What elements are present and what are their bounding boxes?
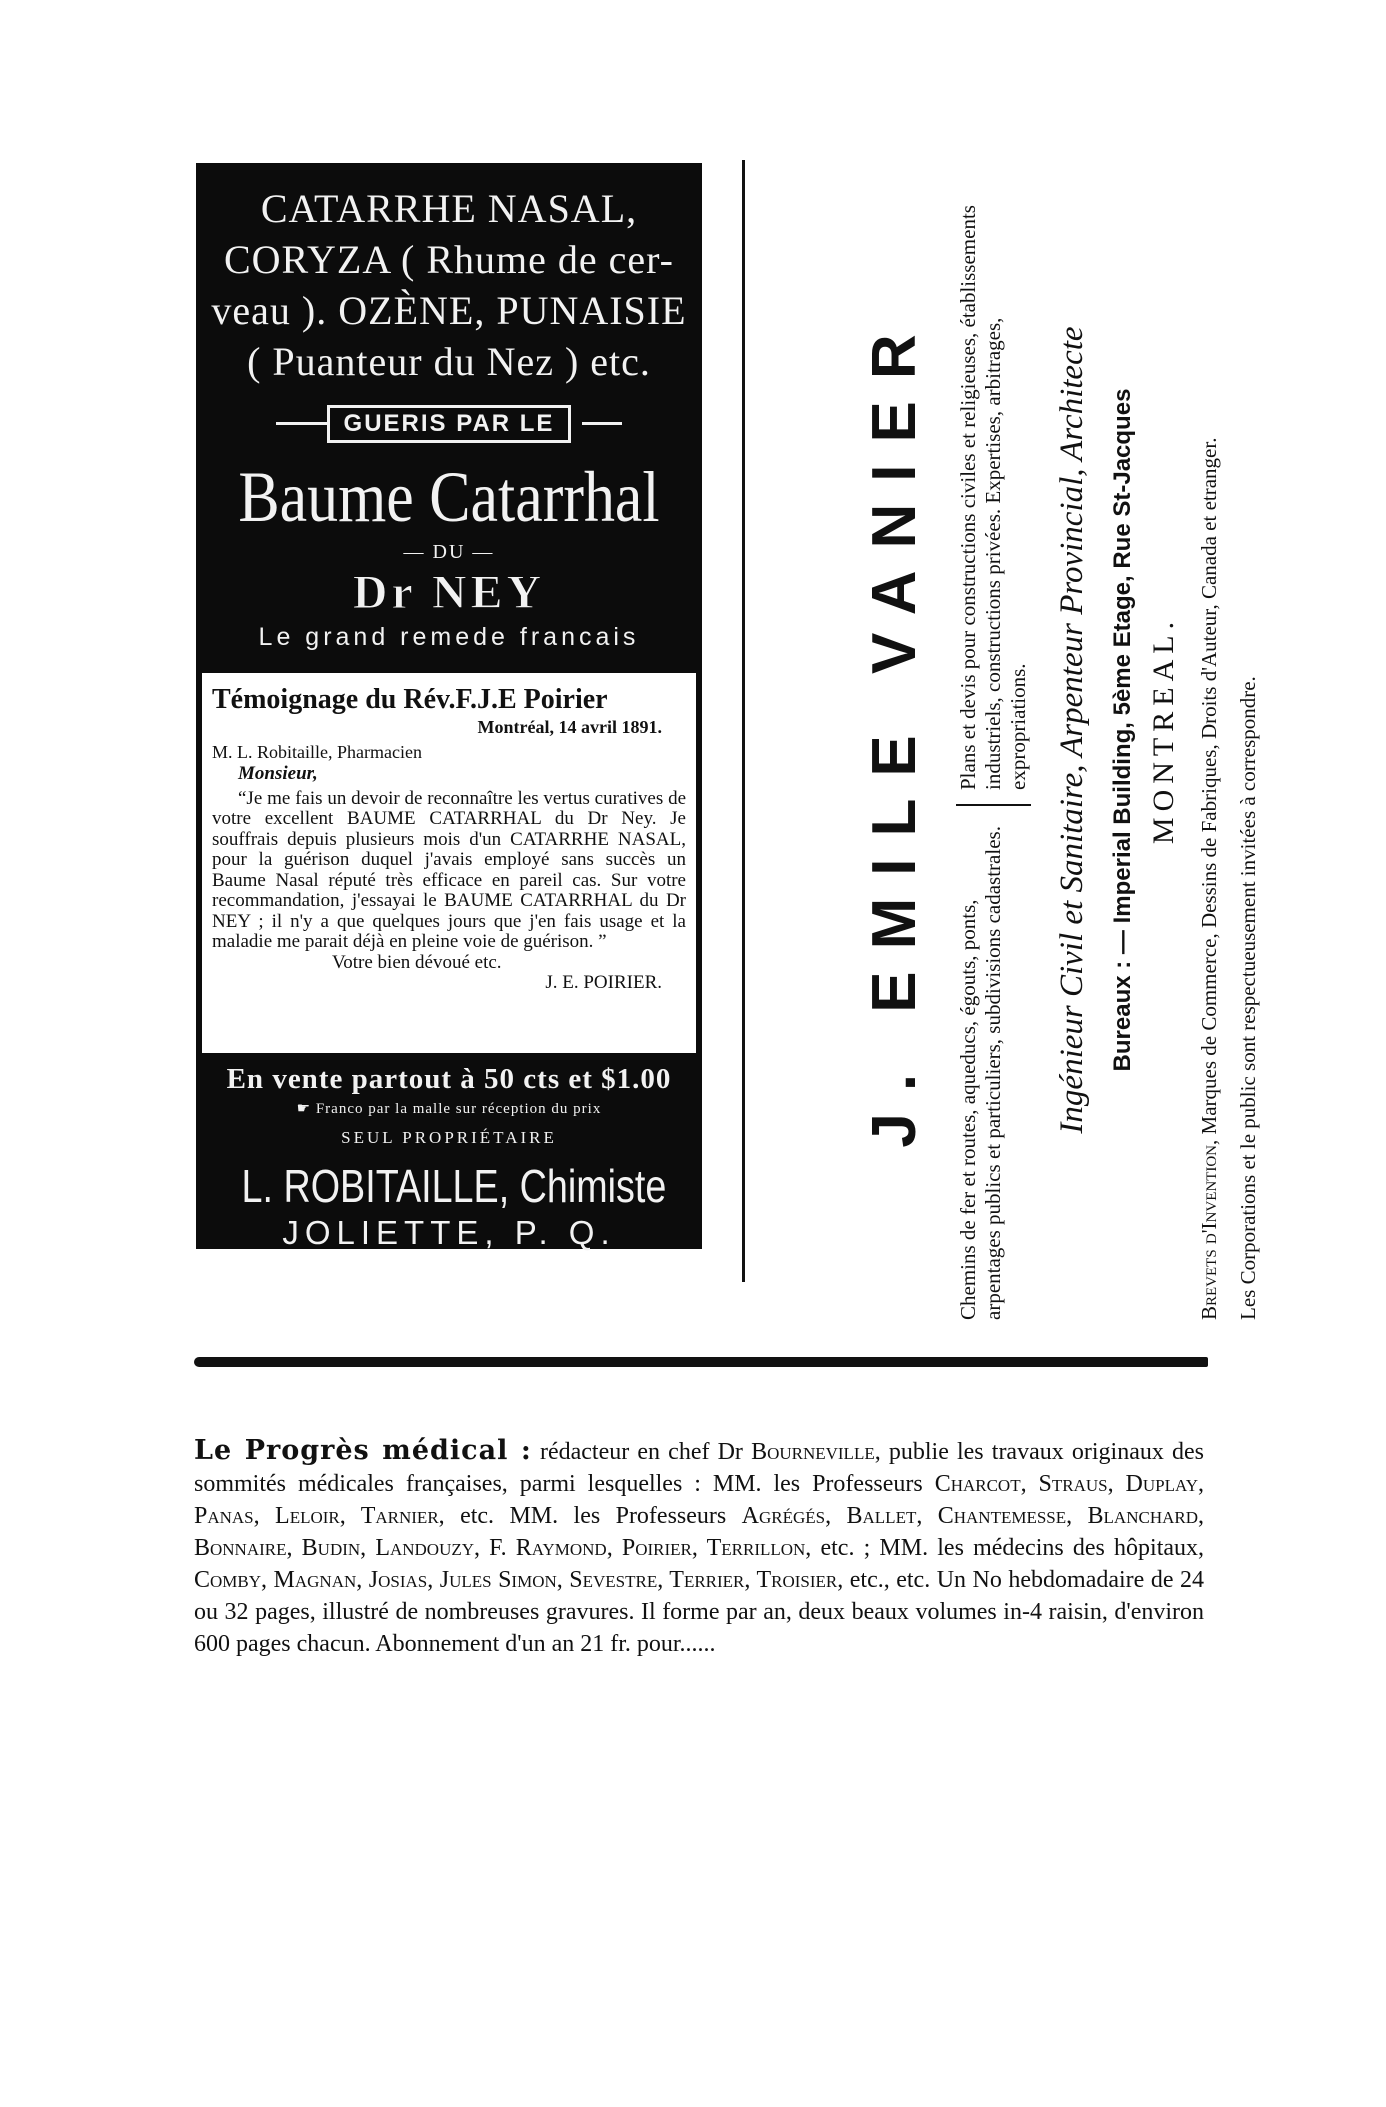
pointing-hand-icon: ☛ [296, 1101, 316, 1117]
column-divider [742, 160, 745, 1282]
progres-hospital-doctors: Comby, Magnan, Josias, Jules Simon, Sevestre, Terrier, Troisier, [194, 1567, 844, 1593]
ad-title-line: CORYZA ( Rhume de cer- [223, 237, 674, 282]
progres-title: Le Progrès médical : [194, 1435, 532, 1466]
ad-testimony-box [202, 673, 696, 1053]
progres-professors: Charcot, Straus, Duplay, Panas, Leloir, Tarnier, [194, 1471, 1204, 1529]
testimony-body: “Je me fais un devoir de reconnaître les vertus curatives de votre excellent BAUME CATARRHAL du Dr Ney. Je souffrais depuis plusieurs mois d'un CATARRHE NASAL, pour la guérison duquel j'avais employé sans succès un Baume Nasal réputé très efficace en pareil cas. Sur votre recommandation, j'essayai le BAUME CATARRHAL du Dr NEY ; il n'y a que quelques jours que j'en fais usage et la maladie me parait déjà en pleine voie de guérison. ” [212, 787, 686, 952]
vanier-services-right: Plans et devis pour constructions civiles et religieuses, établissements industriels, constructions privées. Expertises, arbitrages, expropriations. [956, 205, 1030, 790]
ad-doctor-name: Dr NEY [352, 566, 546, 619]
ad-slogan: Le grand remede francais [258, 623, 640, 651]
ad-du: — DU — [403, 541, 495, 563]
ad-owner: L. ROBITAILLE, Chimiste [241, 1160, 667, 1212]
testimony-addressee: M. L. Robitaille, Pharmacien [212, 741, 422, 762]
testimony-signature: J. E. POIRIER. [545, 972, 662, 993]
ad-title-line: veau ). OZÈNE, PUNAISIE [211, 288, 687, 333]
vanier-services-left: Chemins de fer et routes, aqueducs, égouts, ponts, arpentages publics et particuliers, subdivisions cadastrales. [956, 804, 1031, 1320]
ad-badge-row [196, 405, 702, 443]
progres-medical-notice [194, 1435, 1204, 1660]
testimony-salutation: Monsieur, [238, 763, 318, 784]
vanier-city: MONTREAL. [1147, 615, 1180, 845]
progres-text: rédacteur en chef Dr [531, 1439, 752, 1465]
ad-title-line: CATARRHE NASAL, [260, 186, 638, 231]
vanier-patents-rest: Marques de Commerce, Dessins de Fabriques, Droits d'Auteur, Canada et etranger. [1197, 437, 1221, 1140]
progres-text: etc. ; MM. les médecins des hôpitaux, [811, 1535, 1205, 1561]
ad-postal-note [196, 1097, 702, 1121]
testimony-closing: Votre bien dévoué etc. [332, 951, 502, 973]
progres-text: etc. MM. les Professeurs [444, 1503, 742, 1529]
ad-city: JOLIETTE, P. Q. [282, 1214, 616, 1251]
testimony-title: Témoignage du Rév.F.J.E Poirier [212, 684, 608, 715]
progres-agreges: Agrégés, Ballet, Chantemesse, Blanchard, Bonnaire, Budin, Landouzy, F. Raymond, Poirier, Terrillon, [194, 1503, 1204, 1561]
vanier-patents [1197, 140, 1222, 1320]
section-rule [194, 1357, 1208, 1367]
progres-text: etc., etc. Un No hebdomadaire de 24 ou 32 pages, illustré de nombreuses gravures. Il forme par an, deux beaux volumes in-4 raisin, d'environ 600 pages chacun. Abonnement d'un an 21 fr. pour...... [194, 1567, 1204, 1657]
progres-editor: Bourneville, [751, 1439, 881, 1465]
vanier-name: J. EMILE VANIER [860, 312, 929, 1148]
ad-price: En vente partout à 50 cts et $1.00 [226, 1063, 672, 1095]
ad-vanier [860, 140, 1386, 1320]
vanier-patents-lead: Brevets d'Invention, [1197, 1139, 1221, 1320]
ad-postal-text: Franco par la malle sur réception du prix [315, 1101, 602, 1117]
badge-rule-right [582, 422, 622, 425]
ad-title-line: ( Puanteur du Nez ) etc. [247, 339, 651, 384]
ad-owner-label: SEUL PROPRIÉTAIRE [341, 1128, 557, 1147]
ad-badge: GUERIS PAR LE [327, 405, 572, 443]
ad-product-name: Baume Catarrhal [238, 457, 660, 537]
vanier-footer: Les Corporations et le public sont respectueusement invitées à correspondre. [1236, 676, 1260, 1320]
testimony-place-date: Montréal, 14 avril 1891. [477, 717, 662, 737]
ad-baume-catarrhal [196, 163, 702, 1249]
progres-text: publie les travaux originaux des sommités médicales françaises, parmi lesquelles : MM. les Professeurs [194, 1439, 1204, 1497]
vanier-professional-title: Ingénieur Civil et Sanitaire, Arpenteur Provincial, Architecte [1054, 326, 1090, 1134]
vanier-address: Bureaux : — Imperial Building, 5ème Etage, Rue St-Jacques [1109, 388, 1136, 1072]
vanier-services [956, 140, 1031, 1320]
